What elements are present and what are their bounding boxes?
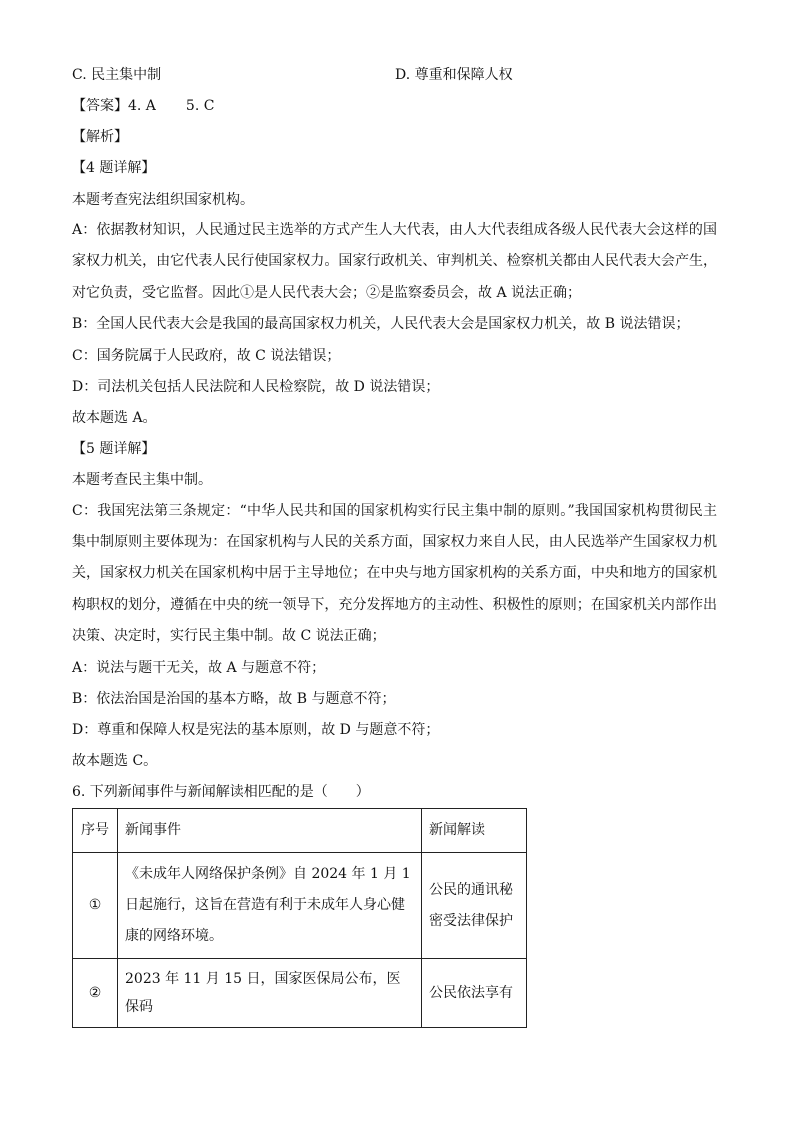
table-header-row [73,809,527,853]
q5-option-b-analysis: B：依法治国是治国的基本方略，故 B 与题意不符； [72,690,396,707]
row-no: ② [73,959,118,1028]
table-row [73,853,527,959]
header-no: 序号 [73,809,118,853]
answer-line [72,95,722,117]
header-interpretation: 新闻解读 [422,809,527,853]
q5-conclusion: 故本题选 C。 [72,753,158,770]
q4-option-a-analysis: A：依据教材知识，人民通过民主选举的方式产生人大代表，由人大代表组成各级人民代表大会这样的国家权力机关，由它代表人民行使国家权力。国家行政机关、审判机关、检察机关都由人民代表大会产生，对它负责，受它监督。因此①是人民代表大会；②是监察委员会，故 A 说法正确； [72,222,717,301]
row-interpretation: 公民的通讯秘密受法律保护 [422,853,527,959]
q5-intro: 本题考查民主集中制。 [72,472,212,489]
news-table [72,808,527,1028]
row-event: 《未成年人网络保护条例》自 2024 年 1 月 1 日起施行，这旨在营造有利于未成年人身心健康的网络环境。 [118,853,422,959]
q6-stem: 6. 下列新闻事件与新闻解读相匹配的是（ ） [72,784,370,801]
analysis-label: 【解析】 [72,129,128,146]
row-event: 2023 年 11 月 15 日，国家医保局公布，医保码 [118,959,422,1028]
row-no: ① [73,853,118,959]
answer-q4: 4. A [128,98,156,114]
answer-q5: 5. C [185,98,215,114]
q4-heading: 【4 题详解】 [72,160,156,177]
q4-option-c-analysis: C：国务院属于人民政府，故 C 说法错误； [72,347,341,364]
q5-option-d-analysis: D：尊重和保障人权是宪法的基本原则，故 D 与题意不符； [72,721,440,738]
header-event: 新闻事件 [118,809,422,853]
answer-label: 【答案】 [72,98,128,114]
option-d: D. 尊重和保障人权 [395,67,513,83]
q5-option-a-analysis: A：说法与题干无关，故 A 与题意不符； [72,659,326,676]
row-interpretation: 公民依法享有 [422,959,527,1028]
option-c: C. 民主集中制 [72,67,162,83]
q4-conclusion: 故本题选 A。 [72,409,157,426]
answer-options [72,64,722,86]
q4-intro: 本题考查宪法组织国家机构。 [72,191,254,208]
document-page [72,64,722,1015]
q4-option-d-analysis: D：司法机关包括人民法院和人民检察院，故 D 说法错误； [72,378,440,395]
q4-option-b-analysis: B：全国人民代表大会是我国的最高国家权力机关，人民代表大会是国家权力机关，故 B 说法错误； [72,316,690,333]
q5-heading: 【5 题详解】 [72,441,156,458]
table-row [73,959,527,1028]
q5-option-c-analysis: C：我国宪法第三条规定：“中华人民共和国的国家机构实行民主集中制的原则。”我国国家机构贯彻民主集中制原则主要体现为：在国家机构与人民的关系方面，国家权力来自人民，由人民选举产生国家权力机关，国家权力机关在国家机构中居于主导地位；在中央与地方国家机构的关系方面，中央和地方的国家机构职权的划分，遵循在中央的统一领导下，充分发挥地方的主动性、积极性的原则；在国家机关内部作出决策、决定时，实行民主集中制。故 C 说法正确； [72,502,717,644]
